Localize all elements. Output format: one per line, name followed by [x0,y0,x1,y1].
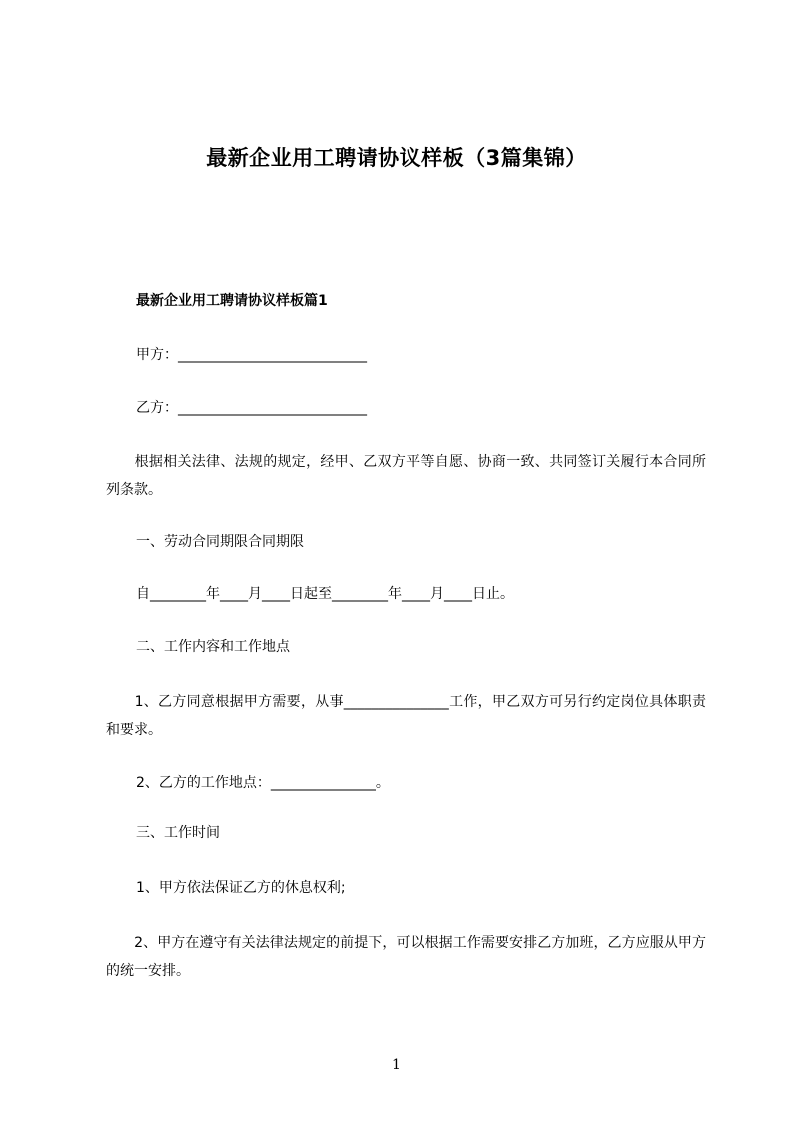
clause3-item2: 2、甲方在遵守有关法律法规定的前提下，可以根据工作需要安排乙方加班，乙方应服从甲方的统一安排。 [106,935,706,979]
clause3-heading: 三、工作时间 [136,825,220,841]
party-a-line: 甲方：___________________________ [136,347,367,363]
clause1-heading: 一、劳动合同期限合同期限 [136,534,304,550]
clause2-item1: 1、乙方同意根据甲方需要，从事_______________工作，甲乙双方可另行约定岗位具体职责和要求。 [106,694,706,738]
section-heading: 最新企业用工聘请协议样板篇1 [136,293,328,309]
clause2-item2: 2、乙方的工作地点：_______________。 [136,775,390,791]
page-number: 1 [392,1057,401,1073]
clause1-body: 自________年____月____日起至________年____月____日止。 [136,586,514,602]
clause2-heading: 二、工作内容和工作地点 [136,639,290,655]
clause3-item1: 1、甲方依法保证乙方的休息权利; [136,880,346,896]
document-title: 最新企业用工聘请协议样板（3篇集锦） [206,146,587,170]
party-b-line: 乙方：___________________________ [136,400,367,416]
preamble-paragraph: 根据相关法律、法规的规定，经甲、乙双方平等自愿、协商一致、共同签订关履行本合同所列条款。 [106,454,706,498]
